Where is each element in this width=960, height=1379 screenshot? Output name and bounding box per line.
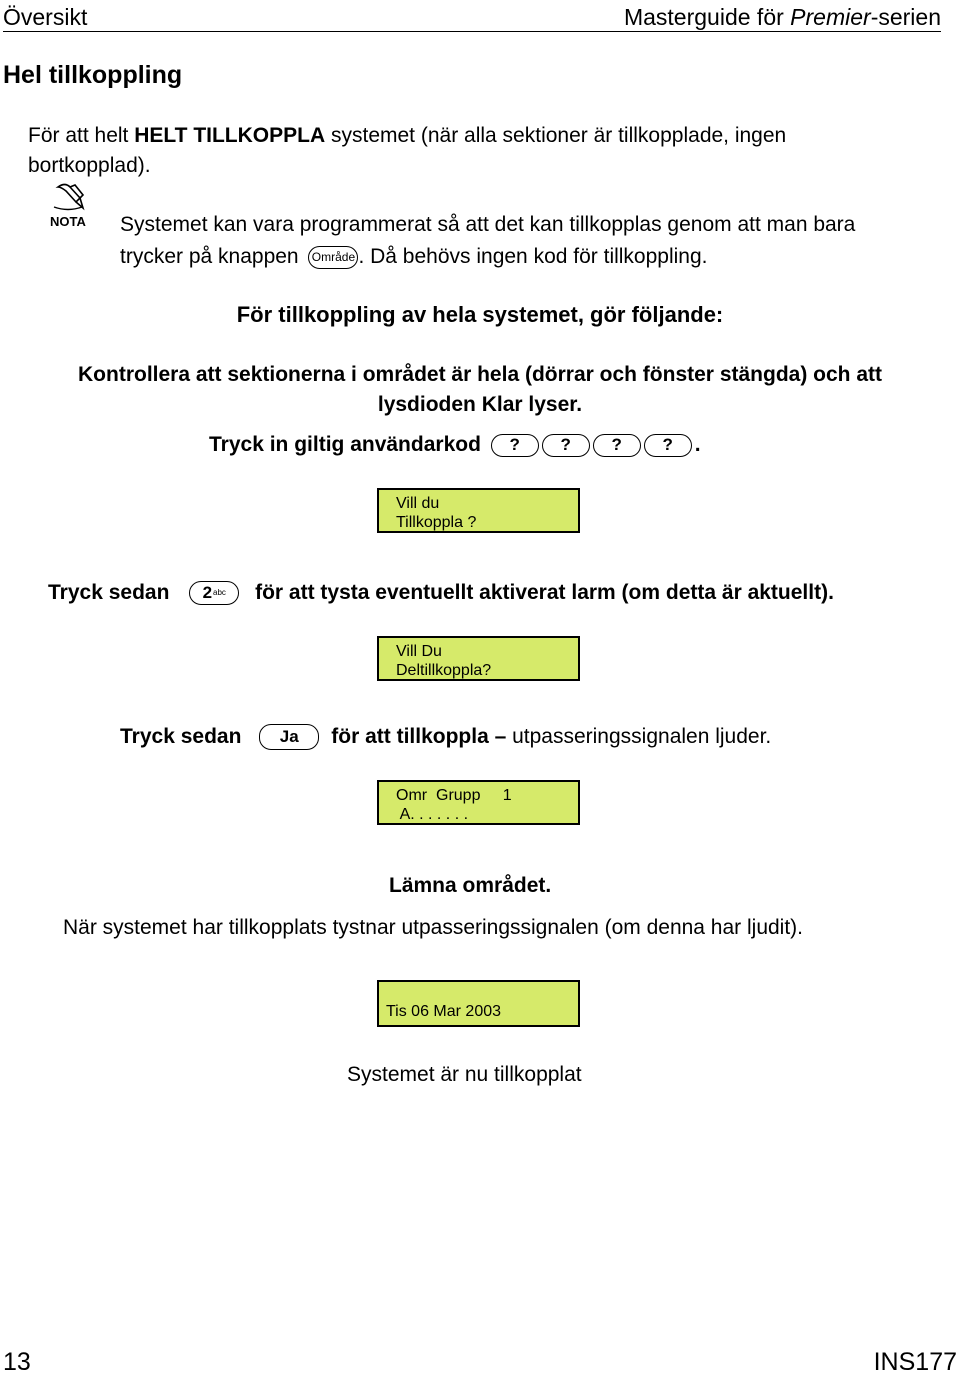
code-digit-key-2: ? <box>542 434 590 457</box>
page-number: 13 <box>3 1348 31 1376</box>
code-digit-key-1: ? <box>491 434 539 457</box>
system-armed-message: Systemet är nu tillkopplat <box>347 1063 582 1086</box>
step-enter-code: Tryck in giltig användarkod ? ? ? ? . <box>209 433 701 456</box>
key-2-abc-icon: 2 abc <box>189 581 239 605</box>
document-code: INS177 <box>873 1348 957 1376</box>
procedure-heading: För tillkoppling av hela systemet, gör följande: <box>236 302 724 327</box>
lcd-display-group-status: Omr Grupp 1 A. . . . . . . <box>377 780 580 825</box>
step-check-sections: Kontrollera att sektionerna i området är hela (dörrar och fönster stängda) och att lysdioden Klar lyser. <box>78 363 882 416</box>
note-text: Systemet kan vara programmerat så att det kan tillkopplas genom att man bara trycker på knappen Område . Då behövs ingen kod för tillkoppling. <box>120 213 856 268</box>
step-exit-tone-info: När systemet har tillkopplats tystnar utpasseringssignalen (om denna har ljudit). <box>63 916 804 939</box>
header-rule <box>3 31 941 32</box>
step-confirm-arm: Tryck sedan Ja för att tillkoppla – utpasseringssignalen ljuder. <box>120 722 771 752</box>
header-guide-title: Masterguide för Premier-serien <box>623 4 941 30</box>
code-digit-key-3: ? <box>593 434 641 457</box>
step-silence-alarm: Tryck sedan 2 abc för att tysta eventuellt aktiverat larm (om detta är aktuellt). <box>48 581 834 604</box>
header-section-title: Översikt <box>3 4 88 30</box>
step-leave-area: Lämna området. <box>389 874 552 897</box>
note-pencil-icon <box>48 183 92 231</box>
intro-paragraph: För att helt HELT TILLKOPPLA systemet (när alla sektioner är tillkopplade, ingen bortkopplad). <box>28 124 787 177</box>
omrade-key-icon: Område <box>308 246 358 269</box>
code-digit-key-4: ? <box>644 434 692 457</box>
lcd-display-arm-prompt: Vill du Tillkoppla ? <box>377 488 580 533</box>
lcd-display-date: Tis 06 Mar 2003 <box>377 980 580 1027</box>
ja-key-icon: Ja <box>259 724 319 750</box>
page-title: Hel tillkoppling <box>3 61 183 89</box>
note-label: NOTA <box>50 214 86 229</box>
lcd-display-part-arm-prompt: Vill Du Deltillkoppla? <box>377 636 580 681</box>
